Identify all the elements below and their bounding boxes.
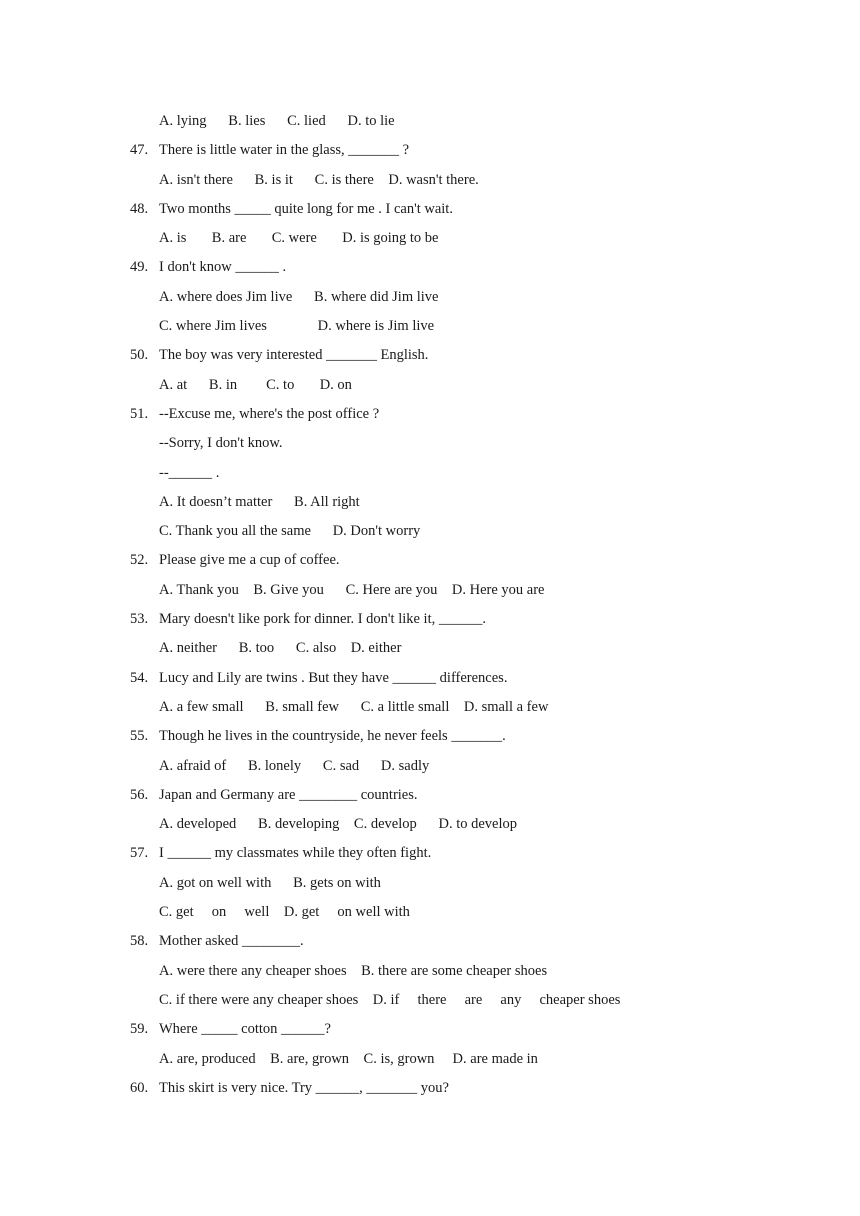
question-text: --Excuse me, where's the post office ?	[159, 405, 380, 422]
option-line	[0, 957, 860, 986]
question-line	[0, 839, 860, 868]
option-line	[0, 459, 860, 488]
question-number: 58.	[130, 933, 149, 950]
question-list	[0, 107, 860, 1103]
question-number: 51.	[130, 405, 149, 422]
option-line	[0, 429, 860, 458]
option-text: A. developed B. developing C. develop D. to develop	[159, 816, 518, 833]
option-line	[0, 752, 860, 781]
option-text: A. at B. in C. to D. on	[159, 376, 352, 393]
option-line	[0, 693, 860, 722]
question-line	[0, 1015, 860, 1044]
question-number: 53.	[130, 611, 149, 628]
question-number: 59.	[130, 1021, 149, 1038]
question-line	[0, 722, 860, 751]
question-number: 48.	[130, 200, 149, 217]
option-line	[0, 634, 860, 663]
option-text: A. It doesn’t matter B. All right	[159, 493, 360, 510]
option-text: A. afraid of B. lonely C. sad D. sadly	[159, 757, 430, 774]
question-text: The boy was very interested _______ English.	[159, 347, 429, 364]
option-line	[0, 898, 860, 927]
option-line	[0, 283, 860, 312]
question-line	[0, 136, 860, 165]
option-text: A. isn't there B. is it C. is there D. wasn't there.	[159, 171, 479, 188]
question-text: I ______ my classmates while they often fight.	[159, 845, 432, 862]
question-line	[0, 664, 860, 693]
question-line	[0, 927, 860, 956]
question-number: 56.	[130, 786, 149, 803]
question-line	[0, 546, 860, 575]
option-line	[0, 576, 860, 605]
option-text: C. get on well D. get on well with	[159, 904, 410, 921]
question-text: Lucy and Lily are twins . But they have ______ differences.	[159, 669, 508, 686]
question-number: 57.	[130, 845, 149, 862]
option-text: A. were there any cheaper shoes B. there are some cheaper shoes	[159, 962, 548, 979]
option-line	[0, 1045, 860, 1074]
question-line	[0, 781, 860, 810]
option-line	[0, 166, 860, 195]
option-line	[0, 517, 860, 546]
option-text: --______ .	[159, 464, 220, 481]
option-text: A. neither B. too C. also D. either	[159, 640, 402, 657]
option-text: C. where Jim lives D. where is Jim live	[159, 318, 435, 335]
question-text: Mother asked ________.	[159, 933, 304, 950]
question-text: Mary doesn't like pork for dinner. I don't like it, ______.	[159, 611, 486, 628]
question-text: Two months _____ quite long for me . I can't wait.	[159, 200, 453, 217]
option-line	[0, 371, 860, 400]
question-line	[0, 605, 860, 634]
question-number: 55.	[130, 728, 149, 745]
question-number: 60.	[130, 1079, 149, 1096]
question-text: Though he lives in the countryside, he never feels _______.	[159, 728, 506, 745]
option-text: A. lying B. lies C. lied D. to lie	[159, 113, 395, 129]
option-text: A. is B. are C. were D. is going to be	[159, 230, 439, 247]
option-line	[0, 986, 860, 1015]
option-text: A. Thank you B. Give you C. Here are you D. Here you are	[159, 581, 545, 598]
question-number: 50.	[130, 347, 149, 364]
question-text: I don't know ______ .	[159, 259, 287, 276]
question-text: Please give me a cup of coffee.	[159, 552, 340, 569]
option-line	[0, 107, 860, 136]
option-text: A. where does Jim live B. where did Jim live	[159, 288, 439, 305]
option-text: C. if there were any cheaper shoes D. if there are any cheaper shoes	[159, 991, 621, 1008]
option-line	[0, 312, 860, 341]
question-line	[0, 1074, 860, 1103]
question-line	[0, 341, 860, 370]
question-text: There is little water in the glass, _______ ?	[159, 142, 410, 159]
option-text: C. Thank you all the same D. Don't worry	[159, 523, 421, 540]
option-text: A. a few small B. small few C. a little small D. small a few	[159, 698, 549, 715]
question-line	[0, 400, 860, 429]
question-number: 52.	[130, 552, 149, 569]
option-line	[0, 488, 860, 517]
question-line	[0, 195, 860, 224]
question-text: This skirt is very nice. Try ______, _______ you?	[159, 1079, 449, 1096]
question-line	[0, 253, 860, 282]
option-line	[0, 869, 860, 898]
question-text: Japan and Germany are ________ countries.	[159, 786, 418, 803]
option-text: A. are, produced B. are, grown C. is, grown D. are made in	[159, 1050, 538, 1067]
option-text: A. got on well with B. gets on with	[159, 874, 381, 891]
option-line	[0, 810, 860, 839]
option-line	[0, 224, 860, 253]
question-text: Where _____ cotton ______?	[159, 1021, 331, 1038]
question-number: 54.	[130, 669, 149, 686]
question-number: 49.	[130, 259, 149, 276]
option-text: --Sorry, I don't know.	[159, 435, 283, 452]
question-number: 47.	[130, 142, 149, 159]
